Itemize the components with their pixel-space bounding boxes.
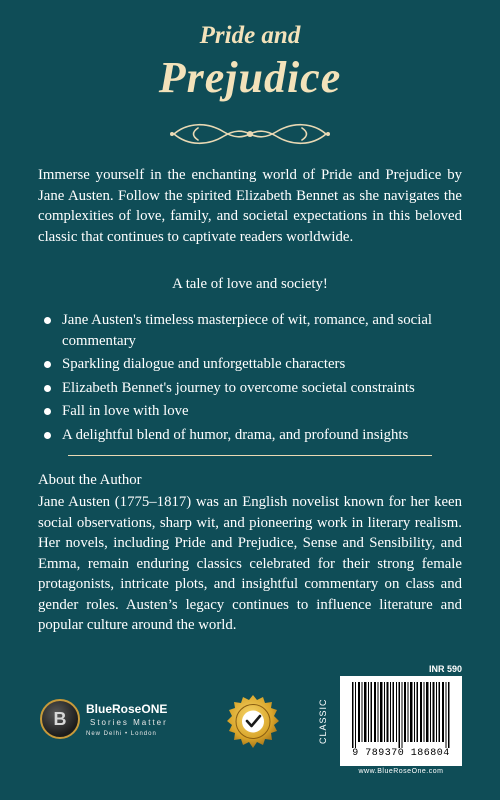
bullet-icon xyxy=(44,317,51,324)
publisher-name-one: ONE xyxy=(141,702,168,716)
book-blurb: Immerse yourself in the enchanting world of Pride and Prejudice by Jane Austen. Follow the spirited Elizabeth Bennet as she navigates the complexities of love, family, and societal expectations in this beloved classic that continues to captivate readers worldwide. xyxy=(38,167,462,245)
barcode-bars-icon xyxy=(350,682,454,748)
list-item-text: Elizabeth Bennet's journey to overcome societal constraints xyxy=(62,379,415,396)
bullet-icon xyxy=(44,385,51,392)
publisher-logo xyxy=(40,697,180,747)
tagline: A tale of love and society! xyxy=(172,276,328,292)
title-line-2: Prejudice xyxy=(158,53,342,102)
about-author-text: Jane Austen (1775–1817) was an English novelist known for her keen social observations, sharp wit, and pioneering work in literary realism. Her novels, including Pride and Prejudice, Sense and Sensibility, and Emma, remain enduring classics celebrated for their strong female protagonists, intricate plots, and insightful commentary on class and gender roles. Austen’s legacy continues to influence literature and popular culture around the world. xyxy=(38,494,462,633)
bullet-icon xyxy=(44,432,51,439)
publisher-tagline: Stories Matter xyxy=(90,718,168,727)
isbn-number: 9 789370 186804 xyxy=(352,748,450,759)
barcode xyxy=(340,676,462,766)
publisher-url: www.BlueRoseOne.com xyxy=(358,768,444,775)
bullet-icon xyxy=(44,361,51,368)
title-line-1: Pride and xyxy=(199,22,301,49)
publisher-cities: New Delhi • London xyxy=(86,731,157,737)
list-item-text: Sparkling dialogue and unforgettable characters xyxy=(62,356,346,372)
feature-list xyxy=(42,310,462,448)
checkmark-seal-icon xyxy=(225,694,281,750)
list-item xyxy=(42,401,462,422)
publisher-name xyxy=(86,702,167,716)
bullet-icon xyxy=(44,408,51,415)
section-divider xyxy=(68,455,432,456)
ornament-divider-icon xyxy=(168,118,332,150)
publisher-emblem-icon xyxy=(40,699,80,739)
list-item xyxy=(42,354,462,375)
list-item xyxy=(42,378,462,399)
list-item-text: A delightful blend of humor, drama, and profound insights xyxy=(62,426,409,443)
list-item-text: Jane Austen's timeless masterpiece of wit, romance, and social commentary xyxy=(62,312,433,349)
list-item-text: Fall in love with love xyxy=(62,403,189,419)
publisher-emblem-letter: B xyxy=(53,709,67,729)
list-item xyxy=(42,310,462,351)
publisher-name-main: BlueRose xyxy=(86,702,142,716)
price-label: INR 590 xyxy=(428,664,462,674)
list-item xyxy=(42,425,462,446)
about-heading: About the Author xyxy=(38,472,142,488)
genre-label: CLASSIC xyxy=(318,698,328,744)
